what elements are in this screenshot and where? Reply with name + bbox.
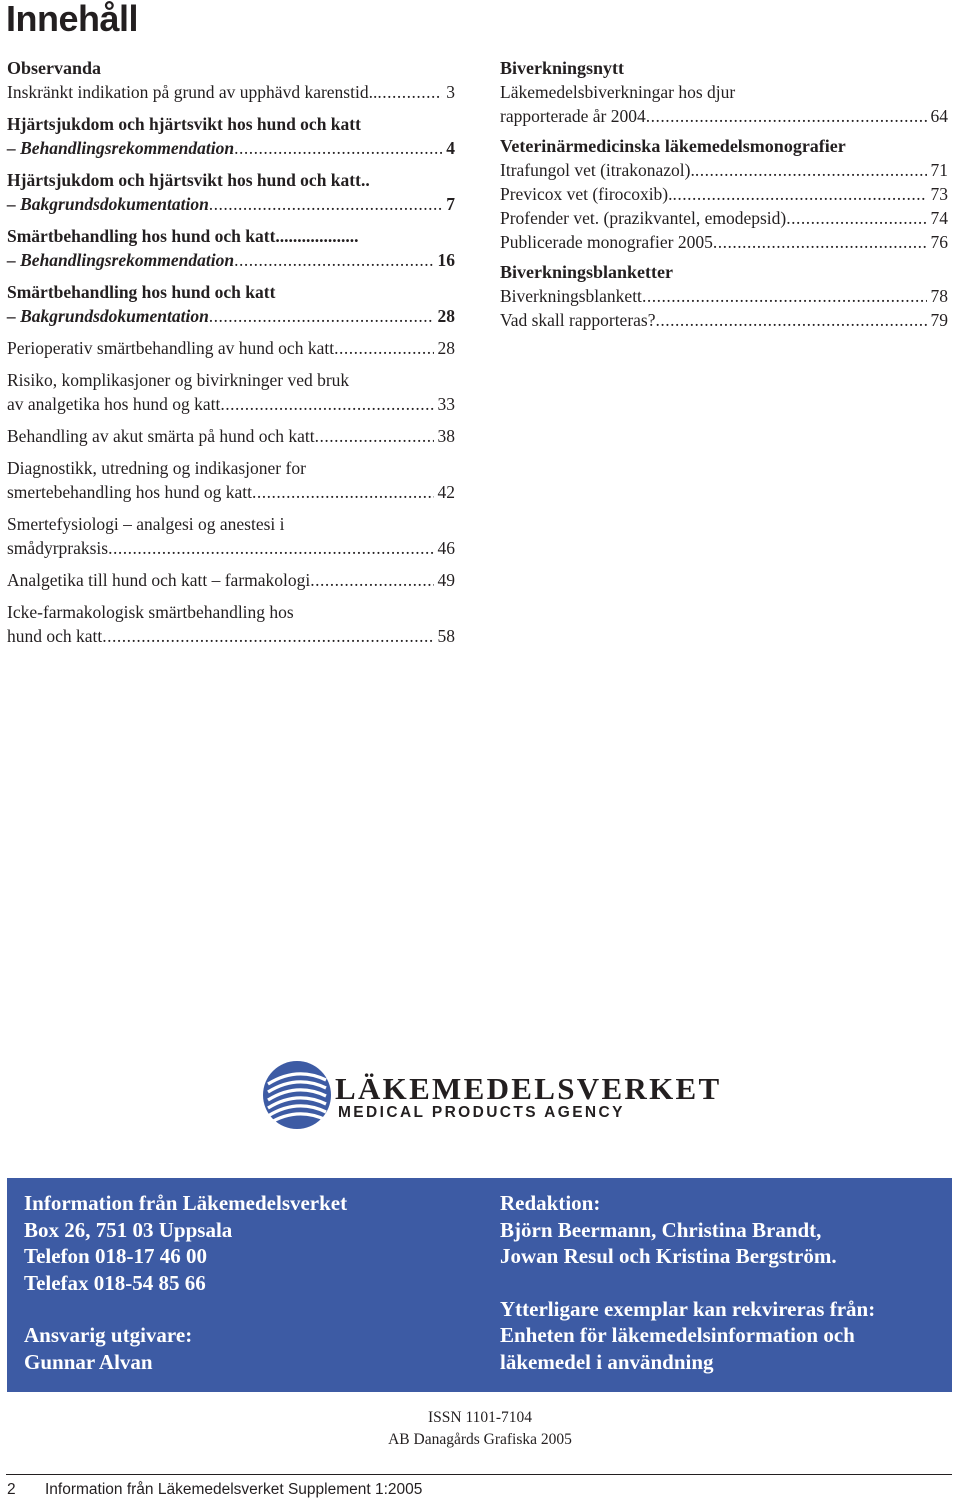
toc-section-heading: Biverkningsnytt: [500, 58, 625, 78]
toc-page-number: 74: [930, 208, 948, 228]
dot-leader: [656, 308, 927, 332]
toc-entry: [500, 182, 948, 206]
toc-entry-leader-row: [500, 158, 948, 182]
toc-entry-title: Publicerade monografier 2005: [500, 232, 713, 252]
footer-rule: [6, 1474, 952, 1475]
editors-line: Jowan Resul och Kristina Bergström.: [500, 1244, 837, 1268]
toc-entry-title: Biverkningsblankett: [500, 286, 642, 306]
toc-entry-line: Smärtbehandling hos hund och katt: [7, 282, 276, 302]
order-line: Enheten för läkemedelsinformation och: [500, 1323, 855, 1347]
editors-label: Redaktion:: [500, 1191, 601, 1215]
toc-entry-leader-row: [7, 192, 455, 216]
toc-entry-leader-row: [7, 480, 455, 504]
toc-entry-leader-row: [7, 536, 455, 560]
dot-leader: [334, 336, 433, 360]
toc-entry-list: [7, 80, 455, 648]
logo-emblem-icon: [262, 1060, 332, 1130]
toc-entry-leader-row: [7, 80, 455, 104]
dot-leader: [786, 206, 926, 230]
toc-entry-line: Diagnostikk, utredning og indikasjoner for: [7, 458, 306, 478]
toc-page-number: 16: [437, 250, 455, 270]
toc-entry-title: Analgetika till hund och katt – farmakologi: [7, 570, 311, 590]
order-line: Ytterligare exemplar kan rekvireras från:: [500, 1296, 876, 1321]
dot-leader: [234, 136, 442, 160]
dot-leader: [102, 624, 433, 648]
dot-leader: [642, 284, 927, 308]
toc-entry-line: Smärtbehandling hos hund och katt...................: [7, 226, 359, 246]
toc-entry-title: Vad skall rapporteras?: [500, 310, 656, 330]
toc-entry-leader-row: [7, 624, 455, 648]
editors-line: Björn Beermann, Christina Brandt,: [500, 1217, 822, 1242]
toc-page-number: 64: [930, 106, 948, 126]
printer-credit: AB Danagårds Grafiska 2005: [388, 1431, 572, 1448]
lakemedelsverket-logo: [262, 1060, 722, 1130]
toc-entry: [7, 456, 455, 504]
toc-entry-leader-row: [7, 392, 455, 416]
toc-page-number: 79: [930, 310, 948, 330]
toc-entry: [500, 158, 948, 182]
toc-entry: [7, 512, 455, 560]
toc-entry-title: rapporterade år 2004: [500, 106, 646, 126]
info-editors-column: [500, 1190, 940, 1375]
dot-leader: [234, 248, 433, 272]
toc-entry-leader-row: [500, 104, 948, 128]
address-line: Telefax 018-54 85 66: [24, 1270, 206, 1295]
dot-leader: [209, 192, 442, 216]
toc-entry-leader-row: [7, 424, 455, 448]
toc-page-number: 49: [437, 570, 455, 590]
dot-leader: [695, 158, 927, 182]
toc-entry: [7, 336, 455, 360]
toc-entry-title: Inskränkt indikation på grund av upphävd karenstid..: [7, 82, 378, 102]
toc-page-number: 46: [437, 538, 455, 558]
toc-entry: [500, 230, 948, 254]
toc-entry: [7, 600, 455, 648]
toc-entry: [500, 308, 948, 332]
address-line: Telefon 018-17 46 00: [24, 1244, 207, 1268]
order-line: läkemedel i användning: [500, 1349, 714, 1374]
publisher-name: Gunnar Alvan: [24, 1349, 153, 1374]
toc-entry-leader-row: [7, 248, 455, 272]
toc-entry: [7, 224, 455, 272]
toc-entry: [7, 112, 455, 160]
toc-left-column: [7, 56, 455, 648]
publisher-label: Ansvarig utgivare:: [24, 1323, 193, 1347]
toc-right-column: [500, 56, 948, 332]
info-contact-column: [24, 1190, 464, 1375]
toc-entry-line: Icke-farmakologisk smärtbehandling hos: [7, 602, 294, 622]
dot-leader: [646, 104, 927, 128]
toc-entry-line: Smertefysiologi – analgesi og anestesi i: [7, 514, 285, 534]
toc-page-number: 7: [446, 194, 455, 214]
toc-section-heading: Biverkningsblanketter: [500, 262, 674, 282]
page-title: Innehåll: [6, 0, 139, 39]
toc-page-number: 73: [930, 184, 948, 204]
dot-leader: [310, 568, 433, 592]
toc-entry-title: Perioperativ smärtbehandling av hund och katt: [7, 338, 335, 358]
toc-page-number: 76: [930, 232, 948, 252]
toc-entry-title: Behandling av akut smärta på hund och katt: [7, 426, 315, 446]
toc-entry-title: hund och katt: [7, 626, 103, 646]
toc-entry: [500, 284, 948, 308]
logo-wordmark: LÄKEMEDELSVERKET: [335, 1071, 722, 1106]
toc-entry-line: Risiko, komplikasjoner og bivirkninger ved bruk: [7, 370, 350, 390]
toc-section-heading: Observanda: [7, 58, 102, 78]
toc-page-number: 42: [437, 482, 455, 502]
toc-entry: [7, 168, 455, 216]
toc-entry-title: Profender vet. (prazikvantel, emodepsid): [500, 208, 787, 228]
page-number: 2: [7, 1481, 16, 1498]
toc-entry-leader-row: [7, 304, 455, 328]
toc-entry-title: smertebehandling hos hund og katt: [7, 482, 252, 502]
toc-entry-title: – Bakgrundsdokumentation: [7, 306, 209, 326]
toc-entry-leader-row: [7, 336, 455, 360]
toc-page-number: 28: [437, 306, 455, 326]
toc-entry-title: – Behandlingsrekommendation: [7, 138, 235, 158]
dot-leader: [209, 304, 434, 328]
toc-entry-leader-row: [500, 230, 948, 254]
toc-entry-title: Itrafungol vet (itrakonazol).: [500, 160, 695, 180]
toc-entry-leader-row: [7, 136, 455, 160]
toc-entry-title: Previcox vet (firocoxib).: [500, 184, 673, 204]
address-line: Information från Läkemedelsverket: [24, 1191, 348, 1215]
toc-page-number: 78: [930, 286, 948, 306]
toc-section-heading: Veterinärmedicinska läkemedelsmonografier: [500, 136, 846, 156]
dot-leader: [108, 536, 433, 560]
toc-entry: [500, 80, 948, 128]
toc-entry-title: smådyrpraksis: [7, 538, 109, 558]
toc-entry: [7, 280, 455, 328]
toc-page-number: 3: [446, 82, 455, 102]
dot-leader: [220, 392, 433, 416]
dot-leader: [673, 182, 927, 206]
dot-leader: [377, 80, 442, 104]
toc-entry: [500, 206, 948, 230]
folio: [7, 1481, 422, 1499]
toc-entry-title: av analgetika hos hund og katt: [7, 394, 221, 414]
toc-entry-line: Hjärtsjukdom och hjärtsvikt hos hund och katt: [7, 114, 361, 134]
info-box: [7, 1178, 952, 1392]
toc-entry-line: Hjärtsjukdom och hjärtsvikt hos hund och katt..: [7, 170, 370, 190]
toc-entry-leader-row: [500, 182, 948, 206]
toc-page-number: 33: [437, 394, 455, 414]
address-line: Box 26, 751 03 Uppsala: [24, 1217, 233, 1242]
toc-entry-leader-row: [500, 284, 948, 308]
toc-page-number: 28: [437, 338, 455, 358]
toc-entry: [7, 424, 455, 448]
toc-entry-title: – Behandlingsrekommendation: [7, 250, 235, 270]
toc-page-number: 38: [437, 426, 455, 446]
dot-leader: [252, 480, 434, 504]
toc-entry-line: Läkemedelsbiverkningar hos djur: [500, 82, 736, 102]
logo-subtitle: MEDICAL PRODUCTS AGENCY: [338, 1104, 625, 1121]
toc-entry-leader-row: [500, 206, 948, 230]
toc-entry: [7, 568, 455, 592]
dot-leader: [713, 230, 927, 254]
toc-entry: [7, 368, 455, 416]
publication-name: Information från Läkemedelsverket Supplement 1:2005: [45, 1481, 423, 1498]
toc-entry-leader-row: [500, 308, 948, 332]
issn: ISSN 1101-7104: [427, 1409, 533, 1426]
toc-page-number: 58: [437, 626, 455, 646]
toc-entry-leader-row: [7, 568, 455, 592]
toc-entry: [7, 80, 455, 104]
toc-page-number: 71: [930, 160, 948, 180]
toc-entry-title: – Bakgrundsdokumentation: [7, 194, 209, 214]
toc-page-number: 4: [446, 138, 455, 158]
dot-leader: [315, 424, 434, 448]
